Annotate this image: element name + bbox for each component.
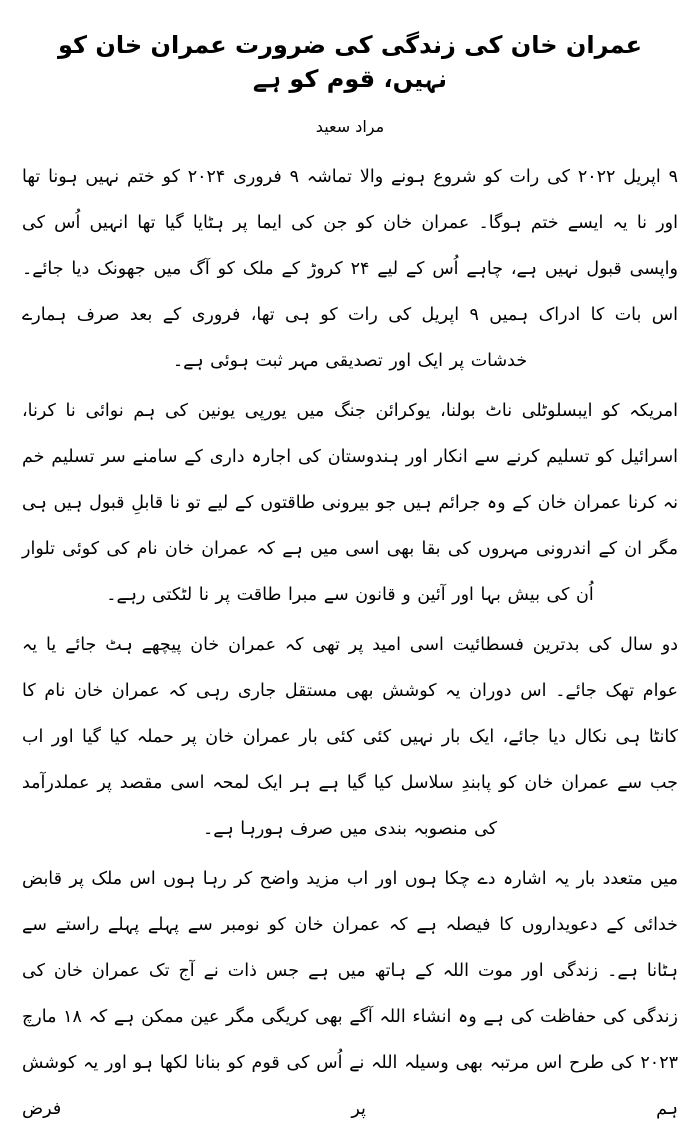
article-title: عمران خان کی زندگی کی ضرورت عمران خان کو نہیں، قوم کو ہے bbox=[57, 30, 643, 93]
paragraph-3: دو سال کی بدترین فسطائیت اسی امید پر تھی کہ عمران خان پیچھے ہٹ جائے یا یہ عوام تھک جائے۔ اس دوران یہ کوشش بھی مستقل جاری رہی کہ عمران خان نام کا کانٹا ہی نکال دیا جائے، ایک بار نہیں کئی کئی بار عمران خان پر حملہ کیا گیا اور اب جب سے عمران خان کو پابندِ سلاسل کیا گیا ہے ہر ایک لمحہ اسی مقصد پر عملدرآمد کی منصوبہ بندی میں صرف ہورہا ہے۔ bbox=[22, 635, 678, 840]
paragraph-2: امریکہ کو ایبسلوٹلی ناٹ بولنا، یوکرائن جنگ میں یورپی یونین کی ہم نوائی نا کرنا، اسرائیل کو تسلیم کرنے سے انکار اور ہندوستان کی اجارہ داری کے سامنے سر تسلیم خم نہ کرنا عمران خان کے وہ جرائم ہیں جو بیرونی طاقتوں کے لیے تو نا قابلِ قبول ہیں ہی مگر ان کے اندرونی مہروں کی بقا بھی اسی میں ہے کہ عمران خان نام کی کوئی تلوار اُن کی بیش بہا اور آئین و قانون سے مبرا طاقت پر نا لٹکتی رہے۔ bbox=[22, 401, 678, 606]
paragraph-1: ۹ اپریل ۲۰۲۲ کی رات کو شروع ہونے والا تماشہ ۹ فروری ۲۰۲۴ کو ختم نہیں ہونا تھا اور نا یہ ایسے ختم ہوگا۔ عمران خان کو جن کی ایما پر ہٹایا گیا تھا انہیں اُس کی واپسی قبول نہیں ہے، چاہے اُس کے لیے ۲۴ کروڑ کے ملک کو آگ میں جھونک دیا جائے۔ اس بات کا ادراک ہمیں ۹ اپریل کی رات کو ہی تھا، فروری کے بعد صرف ہمارے خدشات پر ایک اور تصدیقی مہر ثبت ہوئی ہے۔ bbox=[22, 167, 678, 372]
author-name: مراد سعید bbox=[315, 117, 385, 137]
paragraph-4: میں متعدد بار یہ اشارہ دے چکا ہوں اور اب مزید واضح کر رہا ہوں اس ملک پر قابض خدائی کے دعویداروں کا فیصلہ ہے کہ عمران خان کو نومبر سے پہلے پہلے راستے سے ہٹانا ہے۔ زندگی اور موت اللہ کے ہاتھ میں ہے جس ذات نے آج تک عمران خان کی زندگی کی حفاظت کی ہے وہ انشاء اللہ آگے بھی کریگی مگر عین ممکن ہے کہ ۱۸ مارچ ۲۰۲۳ کی طرح اس مرتبہ بھی وسیلہ اللہ نے اُس کی قوم کو بنانا لکھا ہو اور یہ کوشش ہم پر فرض bbox=[22, 869, 678, 1120]
article-body bbox=[22, 154, 678, 1132]
